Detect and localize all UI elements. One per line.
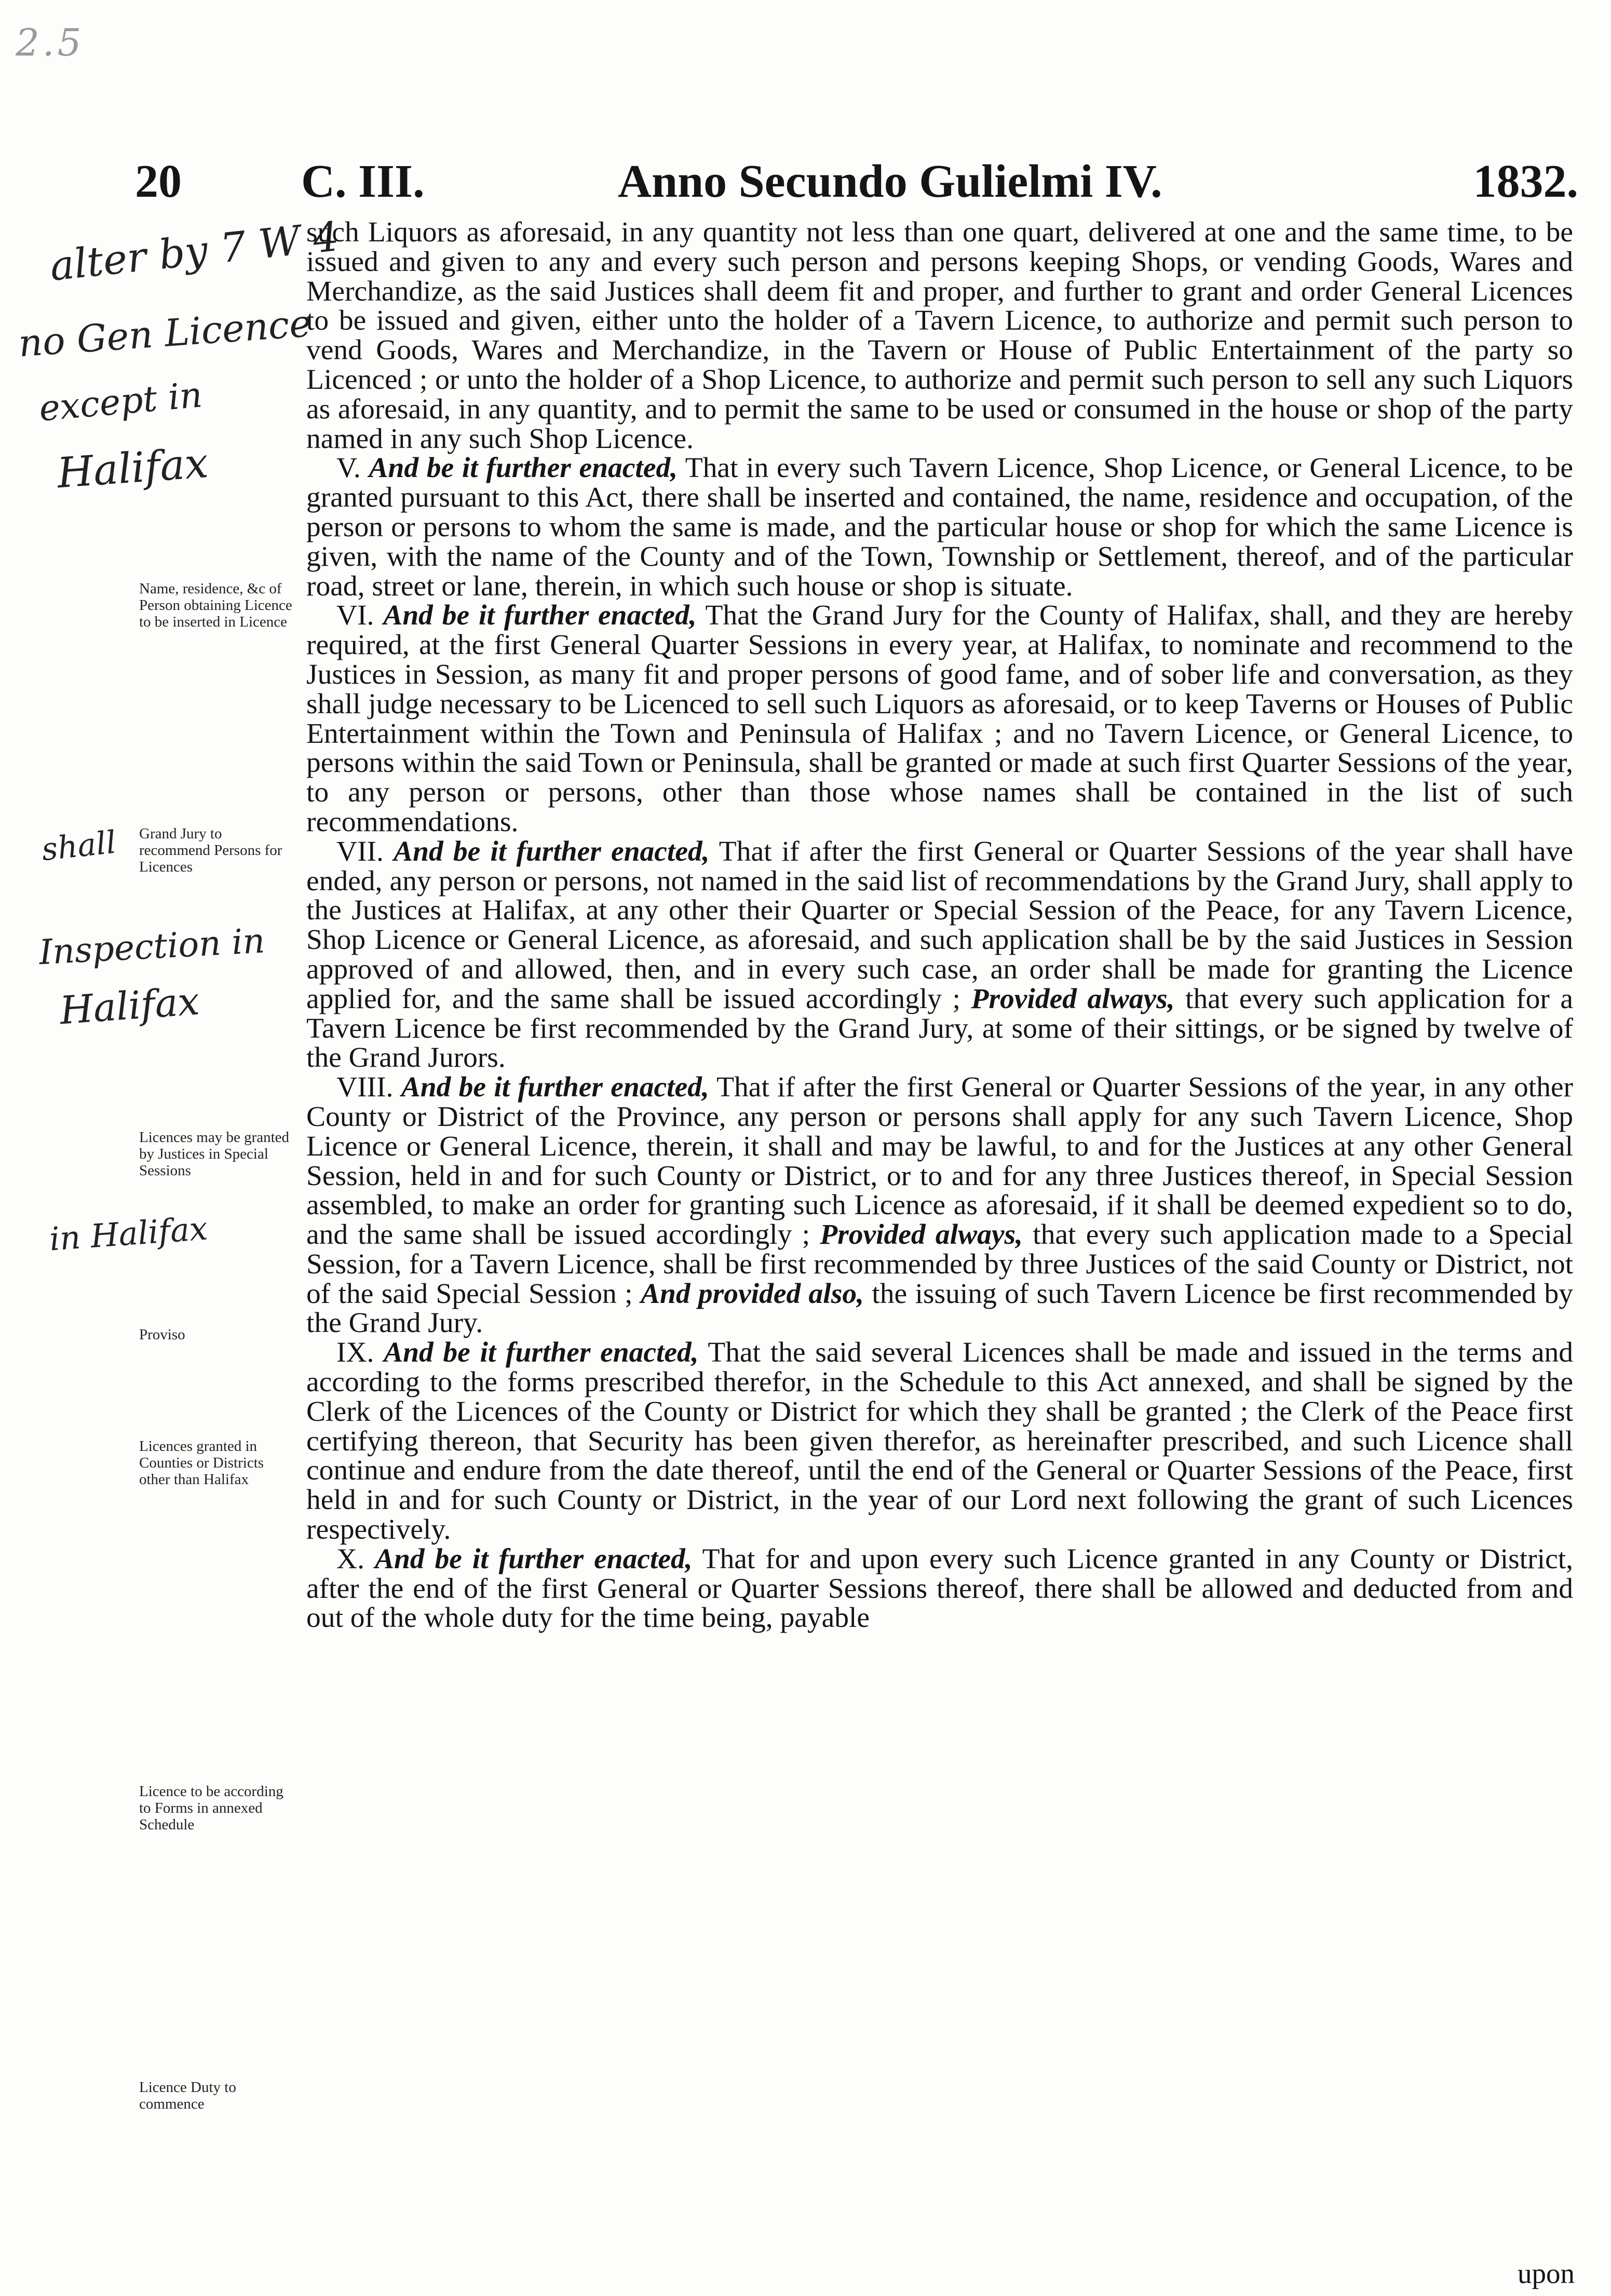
section-6 (306, 601, 1573, 837)
section-number: VIII. (336, 1071, 394, 1104)
section-text: that every such application for a Tavern Licence be first recommended by the Grand Jury, at some of their sittings, or be signed by twelve of the Grand Jurors. (306, 983, 1574, 1074)
enacting-clause: And be it further enacted, (369, 452, 678, 484)
section-number: IX. (336, 1337, 374, 1369)
handwritten-note: shall (39, 824, 118, 868)
enacting-clause: And be it further enacted, (394, 835, 710, 867)
margin-note: Name, residence, &c of Person obtaining Licence to be inserted in Licence (139, 580, 292, 630)
handwritten-note: Inspection in (38, 920, 266, 973)
proviso-clause: Provided always, (820, 1219, 1023, 1251)
section-text: That if after the first General or Quarter Sessions of the year, in any other County or District of the Province, any person or persons shall apply for any such Tavern Licence, Shop Licence or General Licence, therein, it shall and may be lawful, to and for the Justices at any other General Session, held in and for such County or District, or to and for any three Justices thereof, in Special Session assembled, to make an order for granting such Licence as aforesaid, if it shall be deemed expedient so to do, and the same shall be issued accordingly ; (306, 1071, 1574, 1251)
section-text: the issuing of such Tavern Licence be first recommended by the Grand Jury. (306, 1278, 1574, 1339)
margin-note: Licence to be according to Forms in annexed Schedule (139, 1783, 283, 1833)
section-text: that every such application made to a Special Session, for a Tavern Licence, shall be first recommended by three Justices of the said County or District, not of the said Special Session ; (306, 1219, 1574, 1310)
page-number: 20 (135, 156, 182, 207)
margin-note: Grand Jury to recommend Persons for Licences (139, 825, 282, 875)
section-9 (306, 1338, 1573, 1545)
catchword: upon (1518, 2258, 1575, 2289)
section-5 (306, 454, 1573, 601)
enacting-clause: And be it further enacted, (383, 600, 697, 632)
body-text (306, 218, 1573, 1633)
handwritten-note: in Halifax (48, 1209, 209, 1258)
margin-note: Licences may be granted by Justices in Special Sessions (139, 1129, 290, 1179)
pencil-mark: 2.5 (16, 21, 85, 64)
header-year: 1832. (1473, 156, 1578, 207)
handwritten-note: except in (37, 374, 204, 430)
section-8 (306, 1073, 1573, 1338)
section-text: That the said several Licences shall be made and issued in the terms and according to the forms prescribed therefor, in the Schedule to this Act annexed, and shall be signed by the Clerk of the Licences of the County or District for which they shall be granted ; the Clerk of the Peace first certifying thereon, that Security has been given therefor, as hereinafter prescribed, and such Licence shall continue and endure from the date thereof, until the end of the General or Quarter Sessions of the Peace, first held in and for such County or District, in the year of our Lord next following the grant of such Licences respectively. (306, 1337, 1573, 1546)
handwritten-note: Halifax (58, 979, 201, 1034)
handwritten-note: no Gen Licence (17, 301, 313, 365)
proviso-clause: Provided always, (971, 983, 1175, 1015)
section-text: That the Grand Jury for the County of Halifax, shall, and they are hereby required, at the first General Quarter Sessions in every year, at Halifax, to nominate and recommend to the Justices in Session, as many fit and proper persons of good fame, and of sober life and conversation, as they shall judge necessary to be Licenced to sell such Liquors as aforesaid, or to keep Taverns or Houses of Public Entertainment within the Town and Peninsula of Halifax ; and no Tavern Licence, or General Licence, to persons within the said Town or Peninsula, shall be granted or made at such first Quarter Sessions of the year, to any person or persons, other than those whose names shall be contained in the list of such recommendations. (306, 600, 1573, 838)
section-text: That for and upon every such Licence granted in any County or District, after the end of the first General or Quarter Sessions thereof, there shall be allowed and deducted from and out of the whole duty for the time being, payable (306, 1543, 1574, 1634)
section-text: That in every such Tavern Licence, Shop Licence, or General Licence, to be granted pursuant to this Act, there shall be inserted and contained, the name, residence and occupation, of the person or persons to whom the same is made, and the particular house or shop for which the same Licence is given, with the name of the County and of the Town, Township or Settlement, thereof, and of the particular road, street or lane, therein, in which such house or shop is situate. (306, 452, 1574, 602)
handwritten-note: alter by 7 W 4 (47, 213, 342, 290)
section-number: VI. (336, 600, 374, 632)
enacting-clause: And be it further enacted, (384, 1337, 699, 1369)
margin-note: Proviso (139, 1326, 185, 1343)
proviso-clause: And provided also, (640, 1278, 864, 1310)
paragraph-continued: such Liquors as aforesaid, in any quantity not less than one quart, delivered at one and the same time, to be issued and given to any and every such person and persons keeping Shops, or vending Goods, Wares and Merchandize, as the said Justices shall deem fit and proper, and further to grant and order General Licences to be issued and given, either unto the holder of a Tavern Licence, to authorize and permit such person to vend Goods, Wares and Merchandize, in the Tavern or House of Public Entertainment of the party so Licenced ; or unto the holder of a Shop Licence, to authorize and permit such person to sell any such Liquors as aforesaid, in any quantity, and to permit the same to be used or consumed in the house or shop of the party named in any such Shop Licence. (306, 216, 1573, 455)
running-title: Anno Secundo Gulielmi IV. (618, 156, 1162, 207)
handwritten-note: Halifax (56, 438, 210, 498)
section-10 (306, 1545, 1573, 1633)
chapter-number: C. III. (301, 156, 425, 207)
section-number: VII. (336, 835, 384, 867)
enacting-clause: And be it further enacted, (401, 1071, 709, 1104)
section-7 (306, 837, 1573, 1073)
enacting-clause: And be it further enacted, (374, 1543, 693, 1575)
running-header (135, 151, 1578, 213)
section-text: That if after the first General or Quarter Sessions of the year shall have ended, any person or persons, not named in the said list of recommendations by the Grand Jury, shall apply to the Justices at Halifax, at any other their Quarter or Special Session of the Peace, for any Tavern Licence, Shop Licence or General Licence, as aforesaid, and such application shall be by the said Justices in Session approved of and allowed, then, and in every such case, an order shall be made for granting the Licence applied for, and the same shall be issued accordingly ; (306, 835, 1574, 1015)
margin-note: Licence Duty to commence (139, 2079, 236, 2112)
section-number: V. (336, 452, 361, 484)
margin-note: Licences granted in Counties or Districts other than Halifax (139, 1438, 264, 1488)
section-number: X. (336, 1543, 364, 1575)
